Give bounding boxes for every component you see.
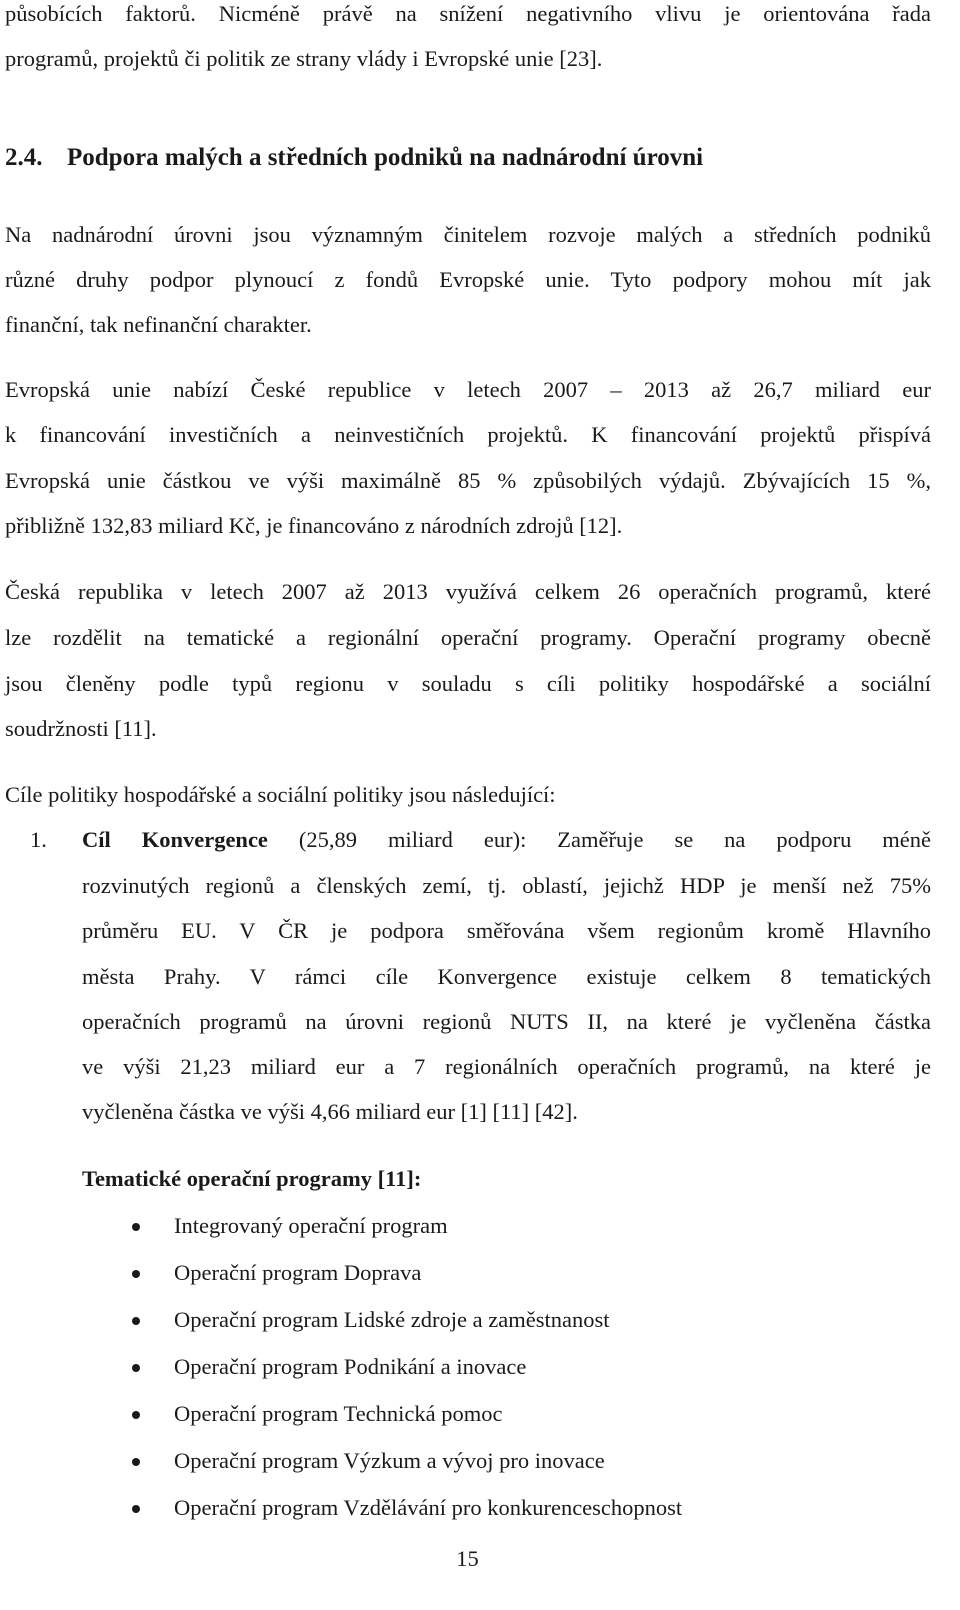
list-item-label: Operační program Vzdělávání pro konkurenceschopnost [174,1495,683,1520]
goal1-line-4: města Prahy. V rámci cíle Konvergence existuje celkem 8 tematických [82,964,931,989]
para1-line-2: různé druhy podpor plynoucí z fondů Evropské unie. Tyto podpory mohou mít jak [5,267,931,292]
thematic-heading: Tematické operační programy [11]: [82,1166,422,1191]
bullet-icon [132,1317,140,1325]
goal1-first-line-rest: (25,89 miliard eur): Zaměřuje se na podporu méně [298,827,931,852]
page-number: 15 [456,1546,479,1571]
para3-line-1: Česká republika v letech 2007 až 2013 využívá celkem 26 operačních programů, které [5,579,931,604]
para2-line-2: k financování investičních a neinvestičních projektů. K financování projektů přispívá [5,422,931,447]
para3-line-2: lze rozdělit na tematické a regionální operační programy. Operační programy obecně [5,625,931,650]
list-item-label: Operační program Lidské zdroje a zaměstnanost [174,1307,610,1332]
section-number: 2.4. [5,144,43,171]
para2-line-3: Evropská unie částkou ve výši maximálně 85 % způsobilých výdajů. Zbývajících 15 %, [5,468,931,493]
goal1-first-line [82,829,931,852]
bullet-icon [132,1270,140,1278]
goal1-line-3: průměru EU. V ČR je podpora směřována všem regionům kromě Hlavního [82,918,931,943]
para3-line-4: soudržnosti [11]. [5,716,157,741]
bullet-icon [132,1223,140,1231]
intro-line-2: programů, projektů či politik ze strany vlády i Evropské unie [23]. [5,46,603,71]
goals-intro: Cíle politiky hospodářské a sociální politiky jsou následující: [5,782,556,807]
list-item-label: Operační program Doprava [174,1260,422,1285]
para3-line-3: jsou členěny podle typů regionu v souladu s cíli politiky hospodářské a sociální [5,671,931,696]
goal1-line-5: operačních programů na úrovni regionů NUTS II, na které je vyčleněna částka [82,1009,931,1034]
goal1-number: 1. [30,827,47,852]
bullet-icon [132,1458,140,1466]
para2-line-4: přibližně 132,83 miliard Kč, je financováno z národních zdrojů [12]. [5,513,623,538]
goal1-line-6: ve výši 21,23 miliard eur a 7 regionálních operačních programů, na které je [82,1054,931,1079]
para2-line-1: Evropská unie nabízí České republice v letech 2007 – 2013 až 26,7 miliard eur [5,377,931,402]
bullet-icon [132,1411,140,1419]
para1-line-3: finanční, tak nefinanční charakter. [5,312,312,337]
section-title: Podpora malých a středních podniků na nadnárodní úrovni [67,144,704,171]
bullet-icon [132,1505,140,1513]
list-item-label: Operační program Výzkum a vývoj pro inovace [174,1448,605,1473]
intro-line-1: působících faktorů. Nicméně právě na snížení negativního vlivu je orientována řada [5,1,931,26]
list-item-label: Integrovaný operační program [174,1213,448,1238]
section-heading [5,145,703,170]
goal1-line-7: vyčleněna částka ve výši 4,66 miliard eur [1] [11] [42]. [82,1099,578,1124]
list-item-label: Operační program Technická pomoc [174,1401,503,1426]
para1-line-1: Na nadnárodní úrovni jsou významným činitelem rozvoje malých a středních podniků [5,222,931,247]
bullet-icon [132,1364,140,1372]
goal1-line-2: rozvinutých regionů a členských zemí, tj. oblastí, jejichž HDP je menší než 75% [82,873,931,898]
list-item-label: Operační program Podnikání a inovace [174,1354,527,1379]
goal1-title: Cíl Konvergence [82,827,268,852]
